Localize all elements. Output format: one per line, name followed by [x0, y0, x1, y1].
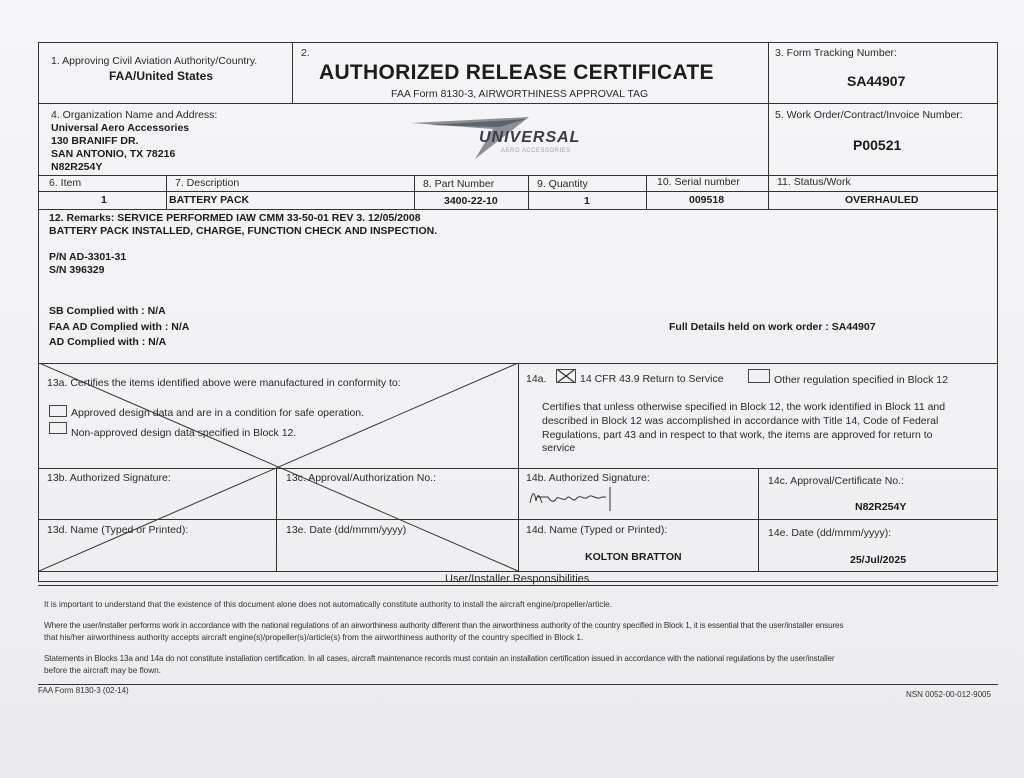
cert-text-line4: service — [542, 442, 576, 454]
col-description: 7. Description — [175, 177, 240, 189]
remarks-part-number: P/N AD-3301-31 — [49, 251, 127, 263]
org-street: 130 BRANIFF DR. — [51, 135, 139, 147]
block13e-label: 13e. Date (dd/mmm/yyyy) — [286, 524, 407, 536]
cert-text-line2: described in Block 12 was accomplished in accordance with Title 14, Code of Federal — [542, 415, 939, 427]
block14a-label: 14a. — [526, 373, 547, 385]
certificate-form — [38, 42, 998, 585]
approved-design-checkbox[interactable] — [49, 405, 67, 417]
authorized-name: KOLTON BRATTON — [585, 551, 682, 563]
col-status-work: 11. Status/Work — [777, 176, 851, 188]
return-to-service-label: 14 CFR 43.9 Return to Service — [580, 373, 724, 385]
approved-design-label: Approved design data and are in a condition for safe operation. — [71, 407, 365, 419]
checkmark-x-icon — [556, 369, 576, 383]
block13a-label: 13a. Certifies the items identified above were manufactured in conformity to: — [47, 377, 401, 389]
block14b-label: 14b. Authorized Signature: — [526, 472, 650, 484]
block13-void-lines — [39, 363, 519, 571]
page-title: AUTHORIZED RELEASE CERTIFICATE — [319, 61, 714, 84]
item-serial-number: 009518 — [689, 194, 725, 206]
block3-label: 3. Form Tracking Number: — [775, 47, 897, 59]
other-regulation-label: Other regulation specified in Block 12 — [774, 374, 948, 386]
item-quantity: 1 — [584, 195, 590, 207]
cert-text-line3: Regulations, part 43 and in respect to that work, the items are approved for return to — [542, 429, 933, 441]
col-part-number: 8. Part Number — [423, 178, 495, 190]
responsibility-text-2a: Where the user/installer performs work in accordance with the national regulations of an airworthiness authority different than the airworthiness authority of the country specified in Block 1, it is essential that the user/installer ensures — [44, 621, 844, 630]
item-description: BATTERY PACK — [169, 194, 250, 206]
org-cert-number: N82R254Y — [51, 161, 103, 173]
block13d-label: 13d. Name (Typed or Printed): — [47, 524, 189, 536]
form-subtitle: FAA Form 8130-3, AIRWORTHINESS APPROVAL TAG — [391, 88, 649, 100]
block4-label: 4. Organization Name and Address: — [51, 109, 218, 121]
item-status: OVERHAULED — [845, 194, 919, 206]
block1-label: 1. Approving Civil Aviation Authority/Country. — [51, 55, 258, 67]
sb-complied: SB Complied with : N/A — [49, 305, 166, 317]
remarks-serial-number: S/N 396329 — [49, 264, 105, 276]
non-approved-design-checkbox[interactable] — [49, 422, 67, 434]
responsibility-text-1: It is important to understand that the existence of this document alone does not automatically constitute authority to install the aircraft engine/propeller/article. — [44, 600, 612, 609]
col-quantity: 9. Quantity — [537, 178, 588, 190]
other-regulation-checkbox[interactable] — [748, 369, 770, 383]
remarks-line2: BATTERY PACK INSTALLED, CHARGE, FUNCTION CHECK AND INSPECTION. — [49, 225, 438, 237]
block14c-label: 14c. Approval/Certificate No.: — [768, 475, 904, 487]
work-order-number: P00521 — [853, 137, 902, 153]
logo-subtext: AERO ACCESSORIES — [501, 148, 571, 154]
item-number: 1 — [101, 194, 107, 206]
tracking-number: SA44907 — [847, 73, 906, 89]
responsibility-text-2b: that his/her airworthiness authority accepts aircraft engine(s)/propeller(s)/article(s) from the airworthiness authority of the country specified in Block 1. — [44, 633, 584, 642]
block2-label: 2. — [301, 47, 310, 59]
form-number: FAA Form 8130-3 (02-14) — [38, 686, 129, 695]
authorized-signature — [526, 483, 616, 515]
item-part-number: 3400-22-10 — [444, 195, 498, 207]
org-name: Universal Aero Accessories — [51, 122, 190, 134]
non-approved-design-label: Non-approved design data specified in Block 12. — [71, 427, 297, 439]
cert-text-line1: Certifies that unless otherwise specified in Block 12, the work identified in Block 11 and — [542, 401, 946, 413]
ad-complied: AD Complied with : N/A — [49, 336, 167, 348]
remarks-line1: 12. Remarks: SERVICE PERFORMED IAW CMM 33-50-01 REV 3. 12/05/2008 — [49, 212, 421, 224]
block13b-label: 13b. Authorized Signature: — [47, 472, 171, 484]
approval-certificate-number: N82R254Y — [855, 501, 907, 513]
col-item: 6. Item — [49, 177, 82, 189]
full-details-note: Full Details held on work order : SA44907 — [669, 321, 876, 333]
nsn-number: NSN 0052-00-012-9005 — [906, 690, 991, 699]
block1-value: FAA/United States — [109, 69, 214, 83]
responsibility-text-3a: Statements in Blocks 13a and 14a do not constitute installation certification. In all cases, aircraft maintenance records must contain an installation certification issued in accordance with the national regulations by the user/installer — [44, 654, 835, 663]
release-date: 25/Jul/2025 — [850, 554, 907, 566]
logo-text: UNIVERSAL — [479, 129, 581, 146]
responsibility-text-3b: before the aircraft may be flown. — [44, 666, 161, 675]
block13c-label: 13c. Approval/Authorization No.: — [286, 472, 437, 484]
block14e-label: 14e. Date (dd/mmm/yyyy): — [768, 527, 892, 539]
col-serial-number: 10. Serial number — [657, 176, 740, 188]
universal-logo — [409, 115, 599, 167]
faa-ad-complied: FAA AD Complied with : N/A — [49, 321, 190, 333]
org-city: SAN ANTONIO, TX 78216 — [51, 148, 176, 160]
return-to-service-checkbox[interactable] — [556, 369, 576, 383]
block14d-label: 14d. Name (Typed or Printed): — [526, 524, 668, 536]
responsibilities-heading: User/Installer Responsibilities — [445, 573, 590, 585]
block5-label: 5. Work Order/Contract/Invoice Number: — [775, 109, 963, 121]
